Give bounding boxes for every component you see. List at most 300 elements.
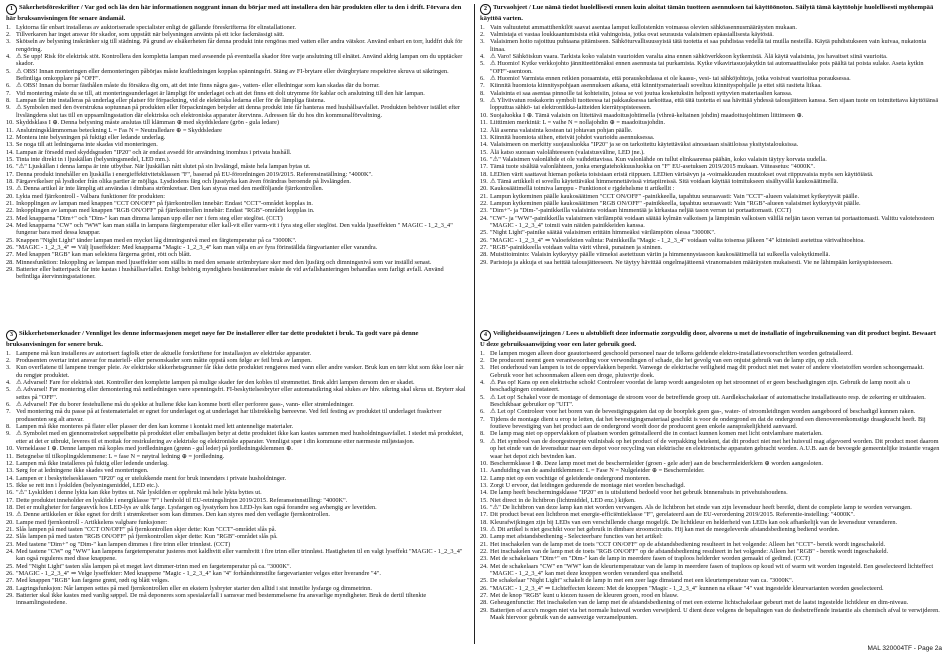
item-text: "⚠" De lichtbron van deze lamp kan niet worden vervangen. Als de lichtbron het einde van zijn levensduur heeft bereikt, dient de complete lamp te worden vervangen. bbox=[490, 503, 912, 511]
item-number: 17. bbox=[6, 170, 14, 178]
list-item bbox=[480, 141, 942, 148]
item-number: 15. bbox=[6, 155, 14, 163]
list-item bbox=[480, 112, 942, 119]
item-number: 25. bbox=[6, 562, 14, 570]
item-text: ⚠ Yliviivatun roskakorin symboli tuotteessa tai pakkauksessa tarkoittaa, että tätä tuotetta ei saa hävittää yhdessä talousjätteen kanssa. Sen sijaan tuote on toimitettava käyttöiänsä lopputtua sähkö- tai elektroniikka-laitteiden kierrätyspisteeseen. bbox=[490, 97, 939, 112]
list-item bbox=[480, 215, 942, 230]
list-item bbox=[6, 408, 468, 423]
item-number: 5. bbox=[480, 60, 485, 68]
list-item bbox=[6, 592, 468, 607]
list-item bbox=[480, 53, 942, 60]
list-item bbox=[480, 533, 942, 540]
list-item bbox=[6, 548, 468, 563]
list-item bbox=[6, 453, 468, 460]
list-item bbox=[480, 585, 942, 592]
list-item bbox=[6, 127, 468, 134]
list-item bbox=[6, 357, 468, 364]
column-divider bbox=[474, 4, 475, 644]
item-number: 19. bbox=[480, 177, 488, 185]
item-number: 5. bbox=[480, 393, 485, 401]
list-item bbox=[6, 163, 468, 170]
page-footer: MAL 320004TF - Page 2a bbox=[867, 645, 942, 652]
list-item bbox=[480, 394, 942, 409]
item-text: Kleurafwijkingen zijn bij LEDs van een verschillende charge mogelijk. De lichtkleur en helderheid van LEDs kan ook afhankelijk van de levensduur veranderen. bbox=[490, 518, 898, 526]
list-item bbox=[6, 526, 468, 533]
item-text: Lampen er i beskyttelsesklassen "IP20" og er utelukkende ment for bruk innendørs i private husholdninger. bbox=[16, 474, 287, 482]
list-item bbox=[6, 533, 468, 540]
item-text: Het onderhoud van lampen is tot de oppervlakken beperkt. Vanwege de elektrische veiligheid mag dit product niet met water of andere vloeistoffen worden schoongemaakt. Gebruik voor het schoonmaken alleen een droge, pluisvrije doek. bbox=[490, 364, 924, 379]
list-item bbox=[480, 156, 942, 163]
item-text: De lamp heeft beschermingsklasse "IP20" en is uitsluitend bedoeld voor het gebruik binnenshuis in privehuishoudens. bbox=[490, 489, 788, 497]
list-item bbox=[6, 482, 468, 489]
list-item bbox=[6, 134, 468, 141]
item-number: 20. bbox=[6, 192, 14, 200]
list-item bbox=[480, 229, 942, 236]
list-item bbox=[6, 570, 468, 577]
item-number: 28. bbox=[6, 584, 14, 592]
list-item bbox=[6, 207, 468, 214]
item-number: 1. bbox=[480, 23, 485, 31]
item-number: 21. bbox=[6, 525, 14, 533]
item-text: Vain valtuutetut ammattihenkilöt saavat asentaa lamput kulloistenkin voimassa olevien sähköasennusmääräysten mukaan. bbox=[490, 23, 797, 31]
item-text: Tillverkaren har inget ansvar för skador, som uppstått när belysningen använts på ett icke fackmässigt sätt. bbox=[16, 31, 285, 39]
item-text: Ikke se rett inn i lyskilden (belysningsmiddel, LED etc.). bbox=[16, 481, 160, 489]
item-number: 27. bbox=[480, 592, 488, 600]
item-text: Met de schakelaars "CW" en "WW" kan de kleurtemperatuur van de lamp in meerdere fasen of traploos op koud wit of warm wit worden ingesteld. Een geselecteerd lichteffect "MAGIC - 1_2_3_4" kan met deze knoppen worden veranderd qua snelheid. bbox=[490, 562, 934, 578]
list-item bbox=[480, 178, 942, 185]
list-item bbox=[480, 244, 942, 251]
list-item bbox=[6, 585, 468, 592]
item-text: "⚠" Ljuskällan i denna lampa är inte utbytbar. När ljuskällan nått slutet på sin livslängd, måste hela lampan bytas ut. bbox=[16, 163, 311, 171]
item-number: 29. bbox=[480, 258, 488, 266]
item-text: Muistitoiminto: Valaisin kytkeytyy päälle viimeksi asetettuun väriin ja himmennystasoon kaukosäätimellä tai sulkeella valokytkimellä. bbox=[490, 251, 831, 259]
list-item bbox=[6, 445, 468, 452]
item-text: ⚠ Denne artikkelen er ikke egnet for drift i strømkretser som kan dimmes. Den kan styres med den vedlagte fjernkontrollen. bbox=[16, 511, 330, 519]
item-number: 4. bbox=[6, 379, 11, 387]
item-number: 2. bbox=[6, 357, 11, 365]
list-item bbox=[6, 222, 468, 237]
item-text: ⚠ Varo! Sähköiskun vaara. Tarkista koko valaisin vaurioiden varalta aina ennen sähköverkkoon kytkemistä. Älä käytä valaisinta, jos havaitset siinä vaurioita. bbox=[490, 53, 888, 61]
item-text: De lampen mogen alleen door geautoriseerd geschoold personeel naar de telkens geldende elektro-installatievoorschriften worden geïnstalleerd. bbox=[490, 349, 853, 357]
item-text: Lampe med fjernkontroll - Artikkelens valgbare funksjoner: bbox=[16, 518, 168, 526]
item-text: Lampan är försedd med skyddsgraden "IP20" och är endast avsedd för användning inomhus i privata hushåll. bbox=[16, 148, 292, 156]
list-item bbox=[6, 259, 468, 266]
item-number: 13. bbox=[6, 467, 14, 475]
list-item bbox=[480, 504, 942, 511]
item-number: 6. bbox=[6, 82, 11, 90]
item-text: Sørg for at ledningene ikke skades ved monteringen. bbox=[16, 467, 149, 475]
item-number: 18. bbox=[6, 177, 14, 185]
list-item bbox=[480, 511, 942, 518]
item-number: 21. bbox=[6, 199, 14, 207]
item-text: ⚠ Let op! Controleer voor het boren van de bevestigingsgaten dat op de boorplek geen gas-, water- of stroomleidingen worden aangeboord of beschadigd kunnen raken. bbox=[490, 408, 916, 416]
item-text: Liittimien merkintä: L = vaihe N = nollajohdin ⊕ = maadoitusjohdin. bbox=[490, 119, 666, 127]
item-number: 26. bbox=[6, 570, 14, 578]
instruction-list bbox=[480, 350, 942, 622]
item-text: Valaisimeen on merkitty suojausluokka "IP20" ja se on tarkoitettu käytettäväksi ainoastaan sisätiloissa yksityistalouksissa. bbox=[490, 141, 799, 149]
item-text: Aanduiding van de aansluitklemmen: L = Fase N = Nulgeleider ⊕ = Beschermleider. bbox=[490, 467, 705, 475]
item-number: 7. bbox=[480, 415, 485, 423]
item-text: Kiinnitä huomiota siihen, etteivät johdot vaurioidu asennuksessa. bbox=[490, 133, 655, 141]
list-item bbox=[480, 482, 942, 489]
item-number: 12. bbox=[6, 459, 14, 467]
list-item bbox=[6, 511, 468, 518]
item-text: "RGB"-painikkeella voidaan valita värit vihreä, punainen ja sininen. bbox=[490, 244, 663, 252]
item-number: 26. bbox=[480, 236, 488, 244]
item-number: 10. bbox=[6, 119, 14, 127]
list-item bbox=[6, 31, 468, 38]
item-number: 28. bbox=[6, 258, 14, 266]
item-number: 27. bbox=[6, 251, 14, 259]
item-number: 6. bbox=[480, 408, 485, 416]
list-item bbox=[480, 24, 942, 31]
item-text: Kiinnitä huomiota kiinnityspohjaan asennuksen aikana, että kiinnitysmateriaali soveltuu kiinnityspohjalle ja ettei sitä rasiteta liikaa. bbox=[490, 82, 822, 90]
item-number: 19. bbox=[6, 185, 14, 193]
item-text: Med knapparna "CW" och "WW" kan man ställa in lampans färgtemperatur eller kall-vit eller varm-vit i fyra steg eller steglöst. Den valda ljuseffekten " MAGIC - 1_2_3_4" fungerar bara med dessa knappar. bbox=[16, 221, 453, 237]
item-number: 8. bbox=[6, 423, 11, 431]
item-number: 14. bbox=[480, 489, 488, 497]
language-number-badge: 2 bbox=[480, 4, 491, 15]
list-item bbox=[480, 364, 942, 379]
list-item bbox=[480, 408, 942, 415]
item-number: 28. bbox=[480, 599, 488, 607]
item-number: 22. bbox=[6, 533, 14, 541]
item-text: "Night Light"-painike säätää valaisimen erittäin himmeäksi värilämpöön olessa "3000K". bbox=[490, 229, 716, 237]
item-number: 3. bbox=[480, 38, 485, 46]
list-item bbox=[6, 97, 468, 104]
list-item bbox=[480, 563, 942, 578]
item-number: 11. bbox=[480, 119, 488, 127]
item-number: 15. bbox=[480, 148, 488, 156]
list-item bbox=[6, 215, 468, 222]
list-item bbox=[6, 563, 468, 570]
item-text: ⚠ Symbolet med en gjennomstreket søppelbøtte på produktet eller emballasjen betyr at dette produktet ikke kan kastes sammen med husholdningsavfallet. I stedet må produktet, etter at det er utbrukt, leveres til et mottak for resirkulering av elektriske og elektroniske apparater. Vennligst spør i din kommune etter nærmeste miljøstasjon. bbox=[16, 430, 464, 445]
list-item bbox=[480, 127, 942, 134]
item-text: Lagringsfunksjon: Når lampen settes på med fjernkontrollen eller en ekstern lysbryter starter den alltid i sist innstilte lysfarge og dimmetrinn. bbox=[16, 584, 372, 592]
list-item bbox=[480, 171, 942, 178]
item-number: 5. bbox=[6, 386, 11, 394]
item-text: Valaisimen hoito rajoittuu puhtaana pitämiseen. Sähköturvallisuussyistä tätä tuotetta ei saa puhdistaa vedellä tai muilla nesteillä. Käytä puhdistukseen vain kuivaa, nukatonta liinaa. bbox=[490, 38, 927, 53]
item-number: 26. bbox=[480, 584, 488, 592]
item-text: Älä asenna valaisinta kostean tai johtavan pohjan päälle. bbox=[490, 126, 633, 134]
item-text: Batterijen of accu's mogen niet via het normale huisvuil worden verwijderd. U dient deze volgens de bepalingen van de desbetreffende instantie als chemisch afval te verwijderen. Maak hiervoor gebruik van de aanwezige verzamelpunten. bbox=[490, 606, 940, 622]
section-dutch bbox=[480, 330, 942, 642]
item-number: 29. bbox=[6, 592, 14, 600]
list-item bbox=[6, 149, 468, 156]
item-number: 28. bbox=[480, 251, 488, 259]
item-number: 2. bbox=[480, 357, 485, 365]
item-number: 20. bbox=[480, 185, 488, 193]
list-item bbox=[480, 438, 942, 460]
instruction-list bbox=[6, 24, 468, 281]
item-number: 10. bbox=[480, 459, 488, 467]
item-text: ⚠ Advarsel! Før du borer festehullene må du sjekke at hullene ikke kan komme borti eller perforere gass-, vann- eller strømledninger. bbox=[16, 401, 354, 409]
item-number: 21. bbox=[480, 540, 488, 548]
item-number: 23. bbox=[480, 555, 488, 563]
list-item bbox=[480, 82, 942, 89]
item-text: LEDien värit saattavat hieman poiketa toisistaan eristä riippuen. LEDien värisävyn ja -voimakkuuden muutokset ovat riippuvaisia myös sen käyttöiästä. bbox=[490, 170, 874, 178]
item-number: 27. bbox=[6, 577, 14, 585]
list-item bbox=[6, 200, 468, 207]
list-item bbox=[6, 519, 468, 526]
item-text: ⚠ Het symbool van de doorgestreepte vuilnisbak op het product of de verpakking betekent, dat dit product niet met het huisvuil mag afgevoerd worden. Dit product moet daarom op het einde van de levensduur naar een depot voor recycling van elektrische en elektronische apparaten gebracht worden. A.U.B. aan de bevoegde gemeentelijke instantie vragen waar het depot zich bevinden kan. bbox=[490, 437, 940, 460]
item-text: Denna produkt innehåller en ljuskälla i energieffektivitetsklassen "F", baserad på EU-förordningen 2019/2015. Referensinställning: "4000K". bbox=[16, 170, 373, 178]
list-item bbox=[6, 266, 468, 281]
item-number: 12. bbox=[6, 133, 14, 141]
list-item bbox=[480, 607, 942, 622]
item-number: 16. bbox=[480, 155, 488, 163]
list-item bbox=[6, 171, 468, 178]
item-number: 17. bbox=[480, 511, 488, 519]
intro-text: Säkerhetsföreskrifter / Var god och läs den här informationen noggrant innan du börjar med att installera den här produkten eller ta den i drift. Förvara den här bruksanvisningen för senare ändamål. bbox=[6, 4, 462, 22]
list-item bbox=[480, 416, 942, 431]
section-swedish bbox=[6, 4, 468, 316]
list-item bbox=[6, 364, 468, 379]
item-text: ⚠ Denna artikel är inte lämplig att användas i dimbara strömkretsar. Den kan styras med den medföljande fjärrkontrollen. bbox=[16, 185, 324, 193]
item-number: 24. bbox=[480, 214, 488, 222]
list-item bbox=[6, 251, 468, 258]
list-item bbox=[6, 178, 468, 185]
list-item bbox=[6, 193, 468, 200]
item-number: 15. bbox=[6, 481, 14, 489]
list-item bbox=[6, 350, 468, 357]
item-number: 15. bbox=[480, 496, 488, 504]
item-number: 23. bbox=[6, 214, 14, 222]
item-text: Valaisinta ei saa asentaa pinnoille tai kohteisiin, joissa se voi joutua kosketuksiin helposti syttyvien materiaalien kanssa. bbox=[490, 89, 793, 97]
item-number: 23. bbox=[6, 540, 14, 548]
item-number: 4. bbox=[480, 53, 485, 61]
item-text: "CW"- ja "WW"-painikkeilla valaisimen värilämpöä voidaan säätää kylmän valkoisen ja lämpimän valkoisen välillä neljän tason verran tai portaattomasti. Valittu valotehosteen "MAGIC - 1_2_3_4" toimii vain näiden painikkeiden kanssa. bbox=[490, 214, 935, 229]
list-item bbox=[480, 259, 942, 266]
item-number: 6. bbox=[480, 75, 485, 83]
item-text: Niet direct in de lichtbron (lichtmiddel, LED enz.) kijken. bbox=[490, 496, 636, 504]
list-item bbox=[6, 237, 468, 244]
item-number: 11. bbox=[6, 126, 14, 134]
item-number: 4. bbox=[6, 53, 11, 61]
item-number: 13. bbox=[480, 133, 488, 141]
item-text: Dit product bevat een lichtbron met energie-efficiëntieklasse "F", gerelateerd aan de EU-verordening 2019/2015. Referentie-instelling: "4000K". bbox=[490, 511, 855, 519]
item-text: Valmistaja ei vastaa loukkaantumisista eikä vahingoista, jotka ovat seurausta valaisimen epäasiallisesta käytöstä. bbox=[490, 31, 774, 39]
item-number: 3. bbox=[6, 364, 11, 372]
item-text: Skyddsklass I ⊕. Denna belysning måste anslutas till klämman ⊕ med skyddsledare (grön - gula ledare) bbox=[16, 119, 280, 127]
item-text: Skötseln av belysning inskränker sig till städning. På grund av elsäkerheten får denna produkt inte rengöras med vatten eller andra vätskor. Använd enbart en torr, luddfri duk för rengöring. bbox=[16, 38, 463, 53]
item-number: 14. bbox=[480, 141, 488, 149]
item-text: Zorgt U ervoor, dat leidingen gedurende de montage niet worden beschadigd. bbox=[490, 481, 686, 489]
list-item bbox=[480, 467, 942, 474]
list-item bbox=[480, 548, 942, 555]
item-number: 14. bbox=[6, 474, 14, 482]
item-text: Inkopplingen av lampan med knappen "CCT ON/OFF" på fjärrkontrollen innebär: Endast "CCT"-området kopplas in. bbox=[16, 199, 313, 207]
item-number: 19. bbox=[480, 525, 488, 533]
language-number-badge: 1 bbox=[6, 4, 17, 15]
item-number: 17. bbox=[480, 163, 488, 171]
item-text: Tinta inte direkt in i ljuskällan (belysningsmedel, LED mm.). bbox=[16, 155, 171, 163]
item-text: Tijdens de montage dient u erop te letten, dat het bevestigingsmateriaal geschikt is voor de ondergrond en dat de ondergrond een dienovereenkomstige draagkracht heeft. Bij foutieve bevestiging van het product aan de ondergrond wordt door de producent geen enkele aansprakelijkheid aanvaard. bbox=[490, 415, 926, 431]
list-item bbox=[6, 541, 468, 548]
list-item bbox=[480, 207, 942, 214]
item-number: 19. bbox=[6, 511, 14, 519]
intro-text: Veiligheidsaanwijzingen / Lees u alstublieft deze informatie zorgvuldig door, alvorens u met de installatie of ingebruikneming van dit product begint. Bewaart U deze gebruiksaanwijzing voor een later gebruik goed. bbox=[480, 330, 936, 348]
item-text: ⚠ Symbolen med den överstrukna soptunnan på produkten eller förpackningen betyder att denna produkt inte får hanteras med hushållsavfallet. Produkten behöver istället efter livslängdens slut tas till en uppsamlingsstation där elektriska och elektroniska apparater återvinns. Adressen får du hos din kommunalförvaltning. bbox=[16, 104, 461, 119]
item-number: 22. bbox=[480, 199, 488, 207]
list-item bbox=[6, 577, 468, 584]
item-text: Lampen må ikke installeres på fuktig eller ledende underlag. bbox=[16, 459, 169, 467]
item-number: 8. bbox=[480, 430, 485, 438]
language-number-badge: 3 bbox=[6, 330, 17, 341]
item-text: Vid montering måste du se till, att monteringsunderlaget är lämpligt för underlaget och att det finns ett dolt utrymme för kablar och anslutning till den här lampan. bbox=[16, 89, 425, 97]
item-number: 2. bbox=[480, 31, 485, 39]
item-text: "Dim+"- ja "Dim-"-painikkeilla valaisinta voidaan himmentää ja kirkastaa neljää tason verran tai portaattomasti. (CCT) bbox=[490, 207, 792, 215]
list-item bbox=[480, 75, 942, 82]
item-text: Inkopplingen av lampan med knappen "RGB ON/OFF" på fjärrkontrollen innebär: Endast "RGB"-området kopplas in. bbox=[16, 207, 315, 215]
item-text: Lampan får inte installeras på underlag eller platser för förpackning, vid de elektriska ledarna eller för de lämpliga fästena. bbox=[16, 97, 326, 105]
list-item bbox=[480, 430, 942, 437]
list-item bbox=[480, 460, 942, 467]
item-number: 10. bbox=[480, 111, 488, 119]
intro-text: Sikkerhetsmerknader / Vennligst les denne informasjonen meget nøye før De installerer eller tar dette produktet i bruk. Ta godt vare på denne bruksanvisningen for senere bruk. bbox=[6, 330, 419, 348]
list-item bbox=[480, 90, 942, 97]
item-text: Med tastene "CW" og "WW" kan lampens fargetemperatur justeres mot kaldhvitt eller varmhvitt i fire trinn eller trinnløst. Hastigheten til en valgt lyseffekt "MAGIC - 1_2_3_4" kan også reguleres med disse knappene. bbox=[16, 547, 463, 563]
list-item bbox=[480, 489, 942, 496]
item-number: 10. bbox=[6, 445, 14, 453]
item-number: 6. bbox=[6, 401, 11, 409]
item-text: Lampun kytkeminen päälle kaukosäätimen "RGB ON/OFF" -painikkeella, tapahtuu seuraavasti: Vain "RGB"-alueen valaisimet kytkeytyvät päälle. bbox=[490, 199, 861, 207]
item-text: Lampen må ikke monteres på flater eller plasser der den kan komme i kontakt med lett antennelige materialer. bbox=[16, 423, 294, 431]
item-text: Paristoja ja akkuja ei saa heittää talousjätteeseen. Ne täytyy hävittää ongelmajätteenä viranomaisten määräysten mukaisesti. Vie ne lähimpään keräyspisteeseen. bbox=[490, 258, 893, 266]
item-number: 8. bbox=[6, 97, 11, 105]
item-text: ⚠ Advarsel! Før montering eller demontering må nettledningen være spenningsfri. FI-beskyttelsesbryter eller automatsikring skal slukes av hhv. sikring skal skrus ut. Bryterr skal settes på "OFF". bbox=[16, 386, 466, 401]
item-text: Med knappen "RGB" kan man selektera färgerna grönt, rött och blått. bbox=[16, 251, 192, 259]
item-text: Med "Night Light" tasten slås lampen på et meget lavt dimmer-trinn med en fargetemperatur på ca. "3000K". bbox=[16, 562, 292, 570]
item-number: 7. bbox=[480, 82, 485, 90]
item-text: Lamp niet op een vochtige of geleidende ondergrond monteren. bbox=[490, 474, 651, 482]
list-item bbox=[6, 119, 468, 126]
item-text: "⚠" Lyskilden i denne lykta kan ikke byttes ut. Når lyskilden er oppbrukt må hele lykta byttes ut. bbox=[16, 489, 262, 497]
instruction-list bbox=[6, 350, 468, 607]
item-text: ⚠ Advarsel! Fare for elektrisk støt. Kontroller den komplette lampen på mulige skader før den kobles til strømnettet. Bruk aldri lampen dersom den er skadet. bbox=[16, 379, 415, 387]
list-item bbox=[6, 185, 468, 192]
item-text: Lyktorna får enbart installeras av auktoriserade specialister enligt de gällande föreskrifterna för elinstallationer. bbox=[16, 23, 296, 31]
item-number: 29. bbox=[480, 606, 488, 614]
list-item bbox=[480, 38, 942, 53]
list-item bbox=[6, 430, 468, 445]
list-item bbox=[6, 53, 468, 68]
item-number: 7. bbox=[6, 89, 11, 97]
list-item bbox=[480, 31, 942, 38]
item-text: "MAGIC - 1_2_3_4" ⇒ Valoefektien valinta: Painikkeilla "Magic - 1_2_3_4" voidaan valita toisensa jälkeen "4" kiinteästi asetettua värivaihtoehtoa. bbox=[490, 236, 865, 244]
item-text: Het inschakelen van de lamp met de toets "CCT ON/OFF" op de afstandsbediening resulteert in het volgende: Alleen het "CCT"- bereik wordt ingeschakeld. bbox=[490, 540, 886, 548]
item-text: Dette produktet inneholder en lyskilde i energiklasse "F" i henhold til EU-retningslinjen 2019/2015. Referanseinnstilling: "4000K". bbox=[16, 496, 348, 504]
item-text: Batterier skal ikke kastes med vanlig søppel. De må deponeres som spesialavfall i samsvar med bestemmelsene fra ansvarlige myndigheter. Bruk de dertil tiltenkte innsamlingsstedene. bbox=[16, 592, 427, 607]
instruction-list bbox=[480, 24, 942, 266]
list-item bbox=[480, 251, 942, 258]
item-number: 11. bbox=[480, 467, 488, 475]
list-item bbox=[6, 24, 468, 31]
item-text: Met de knop "RGB" kunt u kiezen tussen de kleuren groen, rood en blauw. bbox=[490, 592, 679, 600]
list-item bbox=[480, 475, 942, 482]
section-intro bbox=[6, 330, 468, 349]
item-text: Det er muligheter for fargeavvik hos LED-lys av ulik farge. Lysfargen og lysstyrken hos LED-lys kan også forandre seg avhengig av levetiden. bbox=[16, 503, 377, 511]
item-text: "⚠" Valaisimen valonlähde ei ole vaihdettavissa. Kun valonlähde on tullut elinkaarensa päähän, koko valaisin täytyy korvata uudella. bbox=[490, 155, 827, 163]
item-number: 18. bbox=[480, 170, 488, 178]
item-number: 25. bbox=[480, 577, 488, 585]
item-number: 22. bbox=[480, 547, 488, 555]
item-text: ⚠ OBS! Innan monteringen eller demonteringen påbörjas måste kraftledningen kopplas spänningsfri. Stäng av FI-brytare eller dvärgbrytare respektive skruva ut säkringen. Befintliga omkopplare på "OFF". bbox=[16, 67, 449, 83]
item-number: 25. bbox=[6, 236, 14, 244]
item-text: Kaukosäätimellä toimiva lamppu - Funktionot e rjgdehelsme tt artikellit : bbox=[490, 185, 675, 193]
item-number: 1. bbox=[6, 23, 11, 31]
list-item bbox=[6, 38, 468, 53]
list-item bbox=[6, 379, 468, 386]
item-text: Knappen "Night Light" tänder lampan med en mycket låg dimningsnivå med en färgtemperatur på ca "3000K". bbox=[16, 236, 297, 244]
item-text: Med knappen "RGB" kan fargene grønt, rødt og blått velges. bbox=[16, 577, 170, 585]
item-text: Älä katso suoraan valolähteeseen (valaistusväline, LED jne.). bbox=[490, 148, 645, 156]
list-item bbox=[480, 519, 942, 526]
item-number: 24. bbox=[6, 221, 14, 229]
list-item bbox=[480, 599, 942, 606]
list-item bbox=[480, 497, 942, 504]
list-item bbox=[6, 141, 468, 148]
list-item bbox=[6, 386, 468, 401]
item-text: "MAGIC - 1_2_3_4" ⇒ Lichteffecten kiezen: Met de knoppen "Magic - 1_2_3_4" kunnen na elkaar "4" vast ingestelde kleurvarianten worden geselecteerd. bbox=[490, 584, 884, 592]
item-text: Het inschakelen van de lamp met de toets "RGB ON/OFF" op de afstandsbediening resulteert in het volgende: Alleen het "RGB" - bereik wordt ingeschakeld. bbox=[490, 547, 889, 555]
item-number: 25. bbox=[480, 229, 488, 237]
item-text: Met de schakelaars "Dim+" en "Dim-" kan de lamp in meerdere fasen of traploos helderder worden gemaakt of gedimd. (CCT) bbox=[490, 555, 811, 563]
item-text: ⚠ Pas op! Kans op een elektrische schok! Controleer voordat de lamp wordt aangesloten op het stroomnet of er geen beschadigingen zijn. Gebruik de lamp nooit als u beschadigingen constateert. bbox=[490, 379, 911, 394]
item-number: 4. bbox=[480, 379, 485, 387]
item-text: Se noga till att ledningarna inte skadas vid monteringen. bbox=[16, 141, 158, 149]
item-number: 26. bbox=[6, 244, 14, 252]
item-text: De schakelaar "Night Light" schakelt de lamp in met een zeer lage dimstand met een kleurtemperatuur van ca. "3000K". bbox=[490, 577, 794, 585]
list-item bbox=[6, 104, 468, 119]
list-item bbox=[6, 401, 468, 408]
item-text: Slås lampen på med tasten "CCT ON/OFF" på fjernkontrollen skjer dette: Kun "CCT"-området slås på. bbox=[16, 525, 277, 533]
list-item bbox=[480, 541, 942, 548]
list-item bbox=[480, 379, 942, 394]
item-text: "MAGIC - 1_2_3_4" ⇒ Velge lyseffekter: Med knappene "Magic - 1_2_3_4" kan "4" forhåndsinnstilte fargevarianter velges etter hverandre "4". bbox=[16, 570, 381, 578]
section-intro bbox=[6, 4, 468, 23]
item-text: Suojaluokka I ⊕. Tämä valaisin on liitettävä maadoitusjohtimella (vihreä-keltainen johdin) maadoitusjohtimen liittimeen ⊕. bbox=[490, 111, 804, 119]
item-number: 24. bbox=[6, 547, 14, 555]
item-number: 11. bbox=[6, 452, 14, 460]
item-text: Kun overflatene til lampene trenger pleie. Av elektriske sikkerhetsgrunner får ikke dette produktet rengjøres med vann eller andre væsker. Bruk kun en tørr klut som ikke loer når du rengjør produktet. bbox=[16, 364, 464, 379]
item-text: De lamp mag niet op oppervlakken of plaatsen worden geïnstalleerd die in contact kunnen komen met licht ontvlambare materialen. bbox=[490, 430, 823, 438]
item-text: Med tastene "Dim+" og "Dim-" kan lampen dimmes i fire trinn eller trinnløst. (CCT) bbox=[16, 540, 231, 548]
list-item bbox=[480, 555, 942, 562]
language-number-badge: 4 bbox=[480, 330, 491, 341]
item-text: ⚠ Dit artikel is niet geschikt voor het gebruik in dimbare stroomcircuits. Hij kan met de meegeleverde afstandsbediening bediend worden. bbox=[490, 525, 840, 533]
item-number: 13. bbox=[480, 481, 488, 489]
item-text: Batterier eller batteripack får inte kastas i hushållsavfallet. Enligt behörig myndighets bestämmelser måste de vid avfallshanteringen behandlas som farligt avfall. Använd befintliga återvinningsstationer. bbox=[16, 266, 444, 281]
item-text: ⚠ Huomio! Varmista ennen reikien poraamista, että porauskohdassa ei ole kaasu-, vesi- tai sähköjohtoja, jotka voisivat vaurioitua porauksessa. bbox=[490, 75, 851, 83]
list-item bbox=[6, 90, 468, 97]
item-text: Betegnelse til tilkoplingsklemmene: L = fase N = nøytral ledning ⊕ = jordledning. bbox=[16, 452, 225, 460]
list-item bbox=[6, 489, 468, 496]
item-number: 9. bbox=[6, 430, 11, 438]
list-item bbox=[6, 504, 468, 511]
list-item bbox=[6, 497, 468, 504]
intro-text: Turvaohjeet / Lue nämä tiedot huolellisesti ennen kuin aloitat tämän tuotteen asennuksen tai käyttöönoton. Säilytä tämä käyttöohje huolellisesti myöhempää käyttöä varten. bbox=[480, 4, 934, 22]
list-item bbox=[6, 244, 468, 251]
list-item bbox=[480, 60, 942, 75]
item-text: Slås lampen på med tasten "RGB ON/OFF" på fjernkontrollen skjer dette: Kun "RGB"-området slås på. bbox=[16, 533, 278, 541]
item-text: Anslutningsklämmornas beteckning L = Fas N = Neutralledare ⊕ = Skyddsledare bbox=[16, 126, 222, 134]
item-number: 2. bbox=[6, 31, 11, 39]
item-text: Lampene må kun installeres av autorisert fagfolk etter de aktuelle forskriftene for installasjon av elektriske apparater. bbox=[16, 349, 312, 357]
list-item bbox=[6, 82, 468, 89]
item-text: Beschermklasse I ⊕. Deze lamp moet met de beschermleider (groen - gele ader) aan de beschermleiderklem ⊕ worden aangesloten. bbox=[490, 459, 823, 467]
item-text: De producent neemt geen verantwoording voor verwondingen of schade, die het gevolg van een onjuist gebruik van de lamp zijn, op zich. bbox=[490, 357, 838, 365]
